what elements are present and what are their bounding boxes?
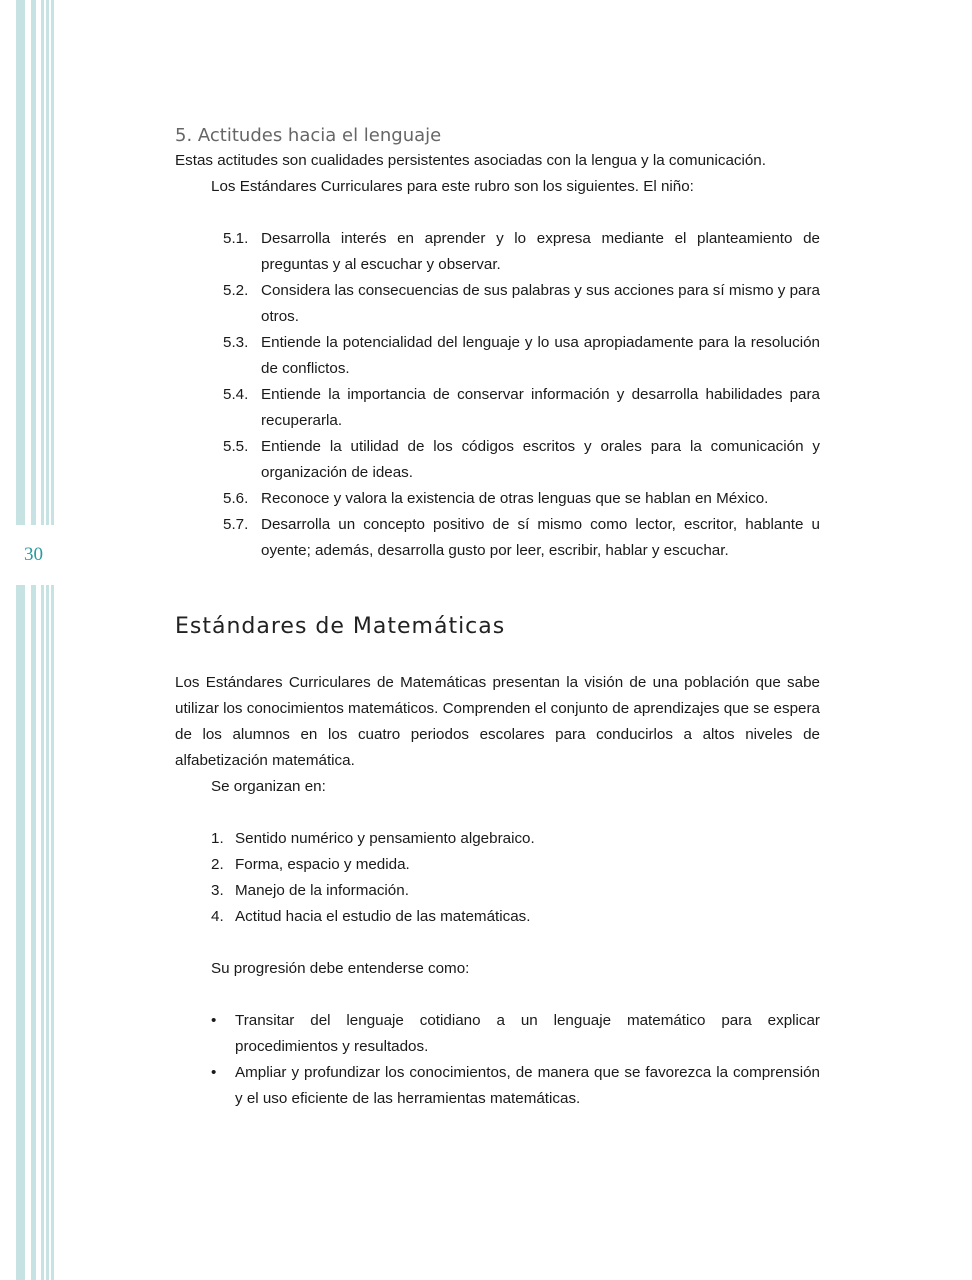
list-item xyxy=(223,382,820,434)
item-number: 4. xyxy=(211,908,224,925)
bullet-item xyxy=(211,1008,820,1060)
item-text: Entiende la importancia de conservar información y desarrolla habilidades para recuperarla. xyxy=(261,386,820,429)
progression-paragraph: Su progresión debe entenderse como: xyxy=(211,960,470,977)
item-number: 5.4. xyxy=(223,386,249,403)
item-number: 5.6. xyxy=(223,490,249,507)
item-text: Entiende la utilidad de los códigos escritos y orales para la comunicación y organización de ideas. xyxy=(261,438,820,481)
bullet-icon: • xyxy=(211,1064,217,1081)
bullet-icon: • xyxy=(211,1012,217,1029)
item-text: Manejo de la información. xyxy=(235,882,409,899)
section-heading: 5. Actitudes hacia el lenguaje xyxy=(175,125,442,146)
list-item xyxy=(211,878,820,904)
item-text: Sentido numérico y pensamiento algebraico. xyxy=(235,830,535,847)
list-item xyxy=(223,330,820,382)
item-text: Desarrolla interés en aprender y lo expresa mediante el planteamiento de preguntas y al escuchar y observar. xyxy=(261,230,820,273)
item-number: 5.5. xyxy=(223,438,249,455)
item-number: 3. xyxy=(211,882,224,899)
decorative-stripe xyxy=(51,0,54,525)
organize-paragraph: Se organizan en: xyxy=(211,778,326,795)
section-actitudes xyxy=(175,124,820,564)
item-text: Reconoce y valora la existencia de otras lenguas que se hablan en México. xyxy=(261,490,769,507)
page-number: 30 xyxy=(24,544,43,565)
intro-paragraph: Los Estándares Curriculares de Matemáticas presentan la visión de una población que sabe utilizar los conocimientos matemáticos. Comprenden el conjunto de aprendizajes que se espera de los alumnos en los cuatro periodos escolares para conducirlos a altos niveles de alfabetización matemática. xyxy=(175,674,820,769)
item-number: 1. xyxy=(211,830,224,847)
decorative-stripe xyxy=(41,585,44,1280)
item-text: Transitar del lenguaje cotidiano a un lenguaje matemático para explicar procedimientos y resultados. xyxy=(235,1012,820,1055)
item-number: 2. xyxy=(211,856,224,873)
list-item xyxy=(223,278,820,330)
item-text: Entiende la potencialidad del lenguaje y lo usa apropiadamente para la resolución de conflictos. xyxy=(261,334,820,377)
list-item xyxy=(223,226,820,278)
lead-paragraph: Los Estándares Curriculares para este rubro son los siguientes. El niño: xyxy=(211,178,694,195)
decorative-stripe xyxy=(46,0,49,525)
decorative-stripe xyxy=(31,585,36,1280)
list-item xyxy=(211,852,820,878)
decorative-stripe xyxy=(46,585,49,1280)
item-text: Ampliar y profundizar los conocimientos, de manera que se favorezca la comprensión y el uso eficiente de las herramientas matemáticas. xyxy=(235,1064,820,1107)
decorative-stripe xyxy=(16,0,25,525)
list-item xyxy=(223,512,820,564)
decorative-stripe xyxy=(41,0,44,525)
decorative-stripe xyxy=(51,585,54,1280)
list-item xyxy=(223,486,820,512)
list-item xyxy=(211,826,820,852)
item-number: 5.7. xyxy=(223,516,249,533)
organization-list xyxy=(175,826,820,930)
progression-list xyxy=(175,1008,820,1112)
decorative-stripe xyxy=(31,0,36,525)
list-item xyxy=(211,904,820,930)
standards-list xyxy=(175,226,820,564)
section-heading: Estándares de Matemáticas xyxy=(175,614,506,639)
item-number: 5.3. xyxy=(223,334,249,351)
item-text: Considera las consecuencias de sus palabras y sus acciones para sí mismo y para otros. xyxy=(261,282,820,325)
intro-paragraph: Estas actitudes son cualidades persistentes asociadas con la lengua y la comunicación. xyxy=(175,152,766,169)
item-text: Actitud hacia el estudio de las matemáticas. xyxy=(235,908,531,925)
section-matematicas xyxy=(175,612,820,1112)
decorative-stripe xyxy=(16,585,25,1280)
list-item xyxy=(223,434,820,486)
bullet-item xyxy=(211,1060,820,1112)
item-number: 5.2. xyxy=(223,282,249,299)
item-text: Forma, espacio y medida. xyxy=(235,856,410,873)
item-text: Desarrolla un concepto positivo de sí mismo como lector, escritor, hablante u oyente; además, desarrolla gusto por leer, escribir, hablar y escuchar. xyxy=(261,516,820,559)
item-number: 5.1. xyxy=(223,230,249,247)
